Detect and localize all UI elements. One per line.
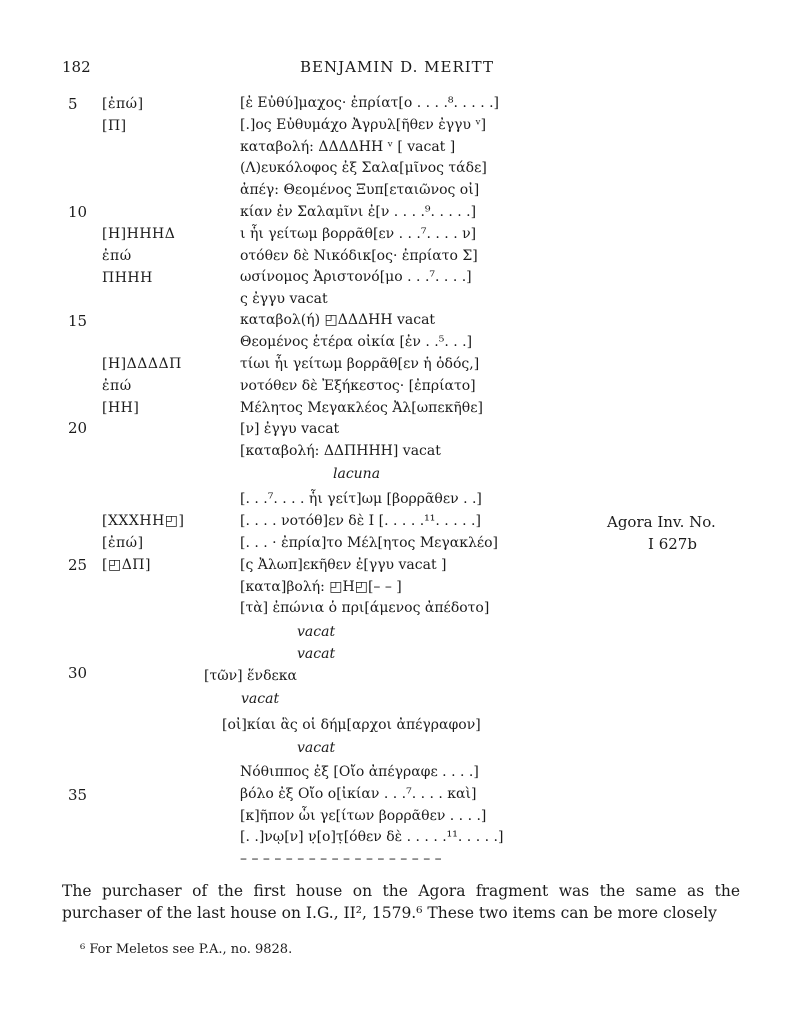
inscription-line: [κατα]βολή: ◰Η◰[– – ] <box>240 579 402 595</box>
inscription-line: Θεομένος ἑτέρα οἰκία [ἐν . .⁵. . .] <box>240 334 473 350</box>
inscription-line: [. . .⁷. . . . ἧι γείτ]ωμ [βορρᾶθεν . .] <box>240 491 482 507</box>
inscription-line: [ς Ἀλωπ]εκῆθεν ἐ[γγυ vacat ] <box>240 557 447 573</box>
inscription-line: [. .]νῳ[ν] ν̣[ο]τ̣[όθεν δὲ . . . . .¹¹. . . . .] <box>240 829 504 845</box>
inscription-line: ς ἐγγυ vacat <box>240 291 328 307</box>
inscription-line: ωσίνομος Ἀριστονό[μο . . .⁷. . . .] <box>240 269 472 285</box>
body-paragraph: The purchaser of the first house on the Agora fragment was the same as the purchaser of the last house on I.G., II², 1579.⁶ These two items can be more closely <box>62 882 740 922</box>
page-number: 182 <box>62 58 91 76</box>
inscription-line: [.]ος Εὐθυμάχο Ἀγρυλ[ῆθεν ἐγγυ ᵛ] <box>240 117 487 133</box>
vacat-label: vacat <box>241 691 280 707</box>
inventory-number: I 627b <box>648 535 697 553</box>
inscription-line: [τὰ] ἐπώνια ὁ πρι[άμενος ἀπέδοτο] <box>240 600 490 616</box>
inscription-line: [. . . · ἐπρία]το Μέλ[ητος Μεγακλέο] <box>240 535 498 551</box>
margin-note: [ΗΗ] <box>102 400 140 416</box>
running-head-author: BENJAMIN D. MERITT <box>300 58 494 76</box>
inscription-line: [ν] ἐγγυ vacat <box>240 421 340 437</box>
margin-note: [Η]ΗΗΗΔ <box>102 226 176 242</box>
inscription-line: [οἰ]κίαι ἃς οἱ δήμ[αρχοι ἀπέγραφον] <box>222 717 481 733</box>
inscription-line: ι ἧι γείτωμ βορρᾶθ[εν . . .⁷. . . . ν] <box>240 226 477 242</box>
line-number-35: 35 <box>68 786 88 804</box>
inscription-line: κίαν ἐν Σαλαμῖνι ἐ[ν . . . .⁹. . . . .] <box>240 204 477 220</box>
margin-note: [Η]ΔΔΔΔΠ <box>102 356 182 372</box>
vacat-label: vacat <box>297 740 336 756</box>
inventory-label: Agora Inv. No. <box>607 513 716 531</box>
inscription-line: ἀπέγ: Θεομένος Ξυπ[εταιῶνος οἰ] <box>240 182 480 198</box>
inscription-line: (Λ)ευκόλοφος ἐξ Σαλα[μῖνος τάδε] <box>240 160 487 176</box>
margin-note: [Π] <box>102 118 127 134</box>
margin-note: ἐπώ <box>102 378 132 394</box>
margin-note: [ἐπώ] <box>102 96 144 112</box>
line-number-30: 30 <box>68 664 88 682</box>
margin-note: [◰ΔΠ] <box>102 557 151 573</box>
inscription-line: [καταβολή: ΔΔΠΗΗΗ] vacat <box>240 443 441 459</box>
lacuna-label: lacuna <box>333 466 381 482</box>
inscription-line: [ἐ Εὐθύ]μαχος· ἐπρίατ[ο . . . .⁸. . . . .] <box>240 95 500 111</box>
inscription-line: βόλο ἐξ Οἴο ο[ἰκίαν . . .⁷. . . . καὶ] <box>240 786 477 802</box>
margin-note: ἐπώ <box>102 248 132 264</box>
inscription-line: καταβολή: ΔΔΔΔΗΗ ᵛ [ vacat ] <box>240 139 456 155</box>
inscription-line: [. . . . νοτόθ]εν δὲ Ι [. . . . .¹¹. . . . .] <box>240 513 481 529</box>
line-number-10: 10 <box>68 203 88 221</box>
inscription-line: Νόθιππος ἐξ [Οἴο ἀπέγραφε . . . .] <box>240 764 479 780</box>
inscription-line: τίωι ἧι γείτωμ βορρᾶθ[εν ἡ ὁδός,] <box>240 356 480 372</box>
line-number-15: 15 <box>68 312 88 330</box>
line-number-5: 5 <box>68 95 78 113</box>
margin-note: ΠΗΗΗ <box>102 270 153 286</box>
inscription-line: [τῶν] ἕνδεκα <box>204 668 297 684</box>
vacat-label: vacat <box>297 646 336 662</box>
broken-edge-dashes: – – – – – – – – – – – – – – – – – – <box>240 851 442 867</box>
line-number-25: 25 <box>68 556 88 574</box>
inscription-line: νοτόθεν δὲ Ἐξήκεστος· [ἐπρίατο] <box>240 378 476 394</box>
vacat-label: vacat <box>297 624 336 640</box>
footnote: ⁶ For Meletos see P.A., no. 9828. <box>80 942 293 957</box>
inscription-line: οτόθεν δὲ Νικόδικ[ος· ἐπρίατο Σ] <box>240 248 478 264</box>
line-number-20: 20 <box>68 419 88 437</box>
inscription-line: καταβολ(ή) ◰ΔΔΔΗΗ vacat <box>240 312 436 328</box>
margin-note: [ΧΧΧΗΗ◰] <box>102 513 185 529</box>
inscription-line: Μέλητος Μεγακλέος Ἀλ[ωπεκῆθε] <box>240 400 483 416</box>
inscription-line: [κ]ῆπον ὧι γε[ίτων βορρᾶθεν . . . .] <box>240 808 487 824</box>
margin-note: [ἐπώ] <box>102 535 144 551</box>
